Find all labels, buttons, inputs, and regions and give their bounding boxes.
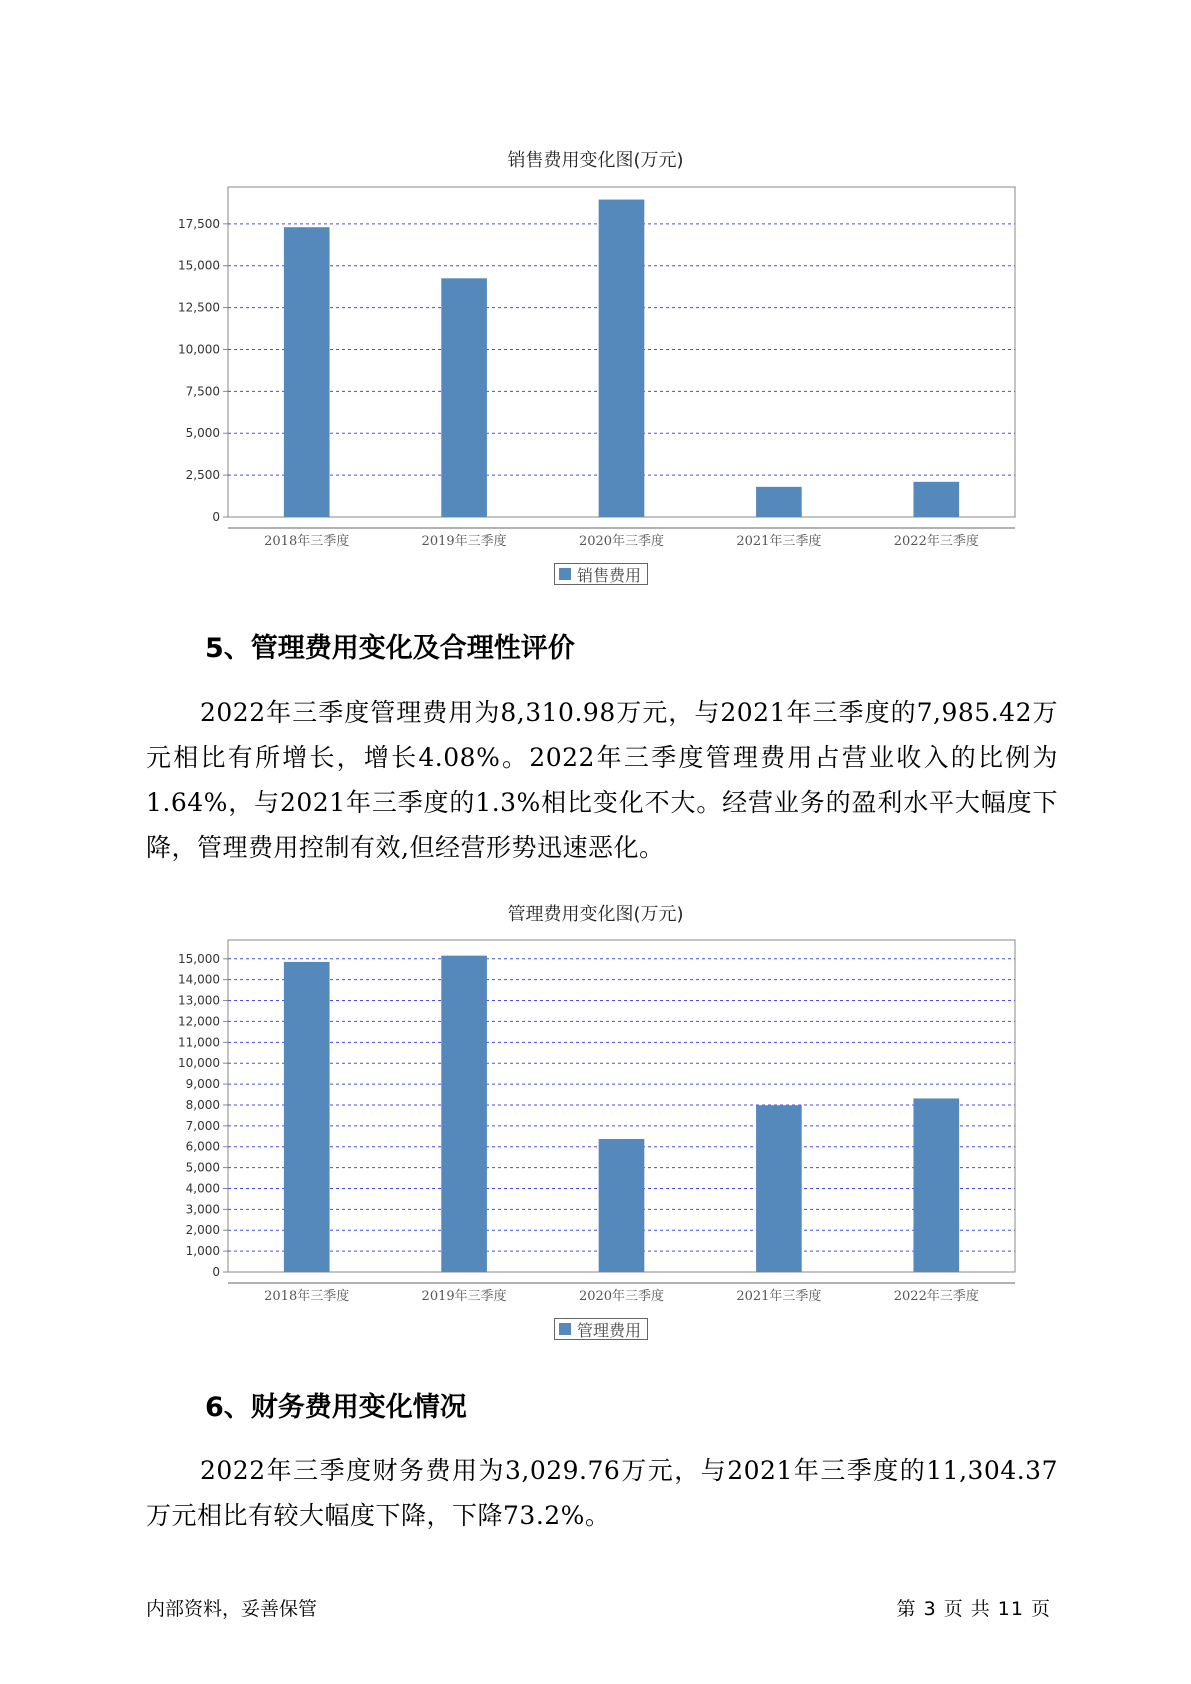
legend-label: 管理费用	[577, 1320, 642, 1340]
bar	[913, 482, 959, 517]
legend-swatch	[559, 568, 571, 580]
y-tick-label: 14,000	[178, 972, 220, 987]
x-tick-label: 2018年三季度	[264, 1289, 350, 1304]
footer-page-number: 第 3 页 共 11 页	[896, 1598, 1051, 1620]
y-tick-label: 7,000	[185, 1118, 220, 1133]
bar	[599, 200, 645, 517]
y-tick-label: 2,500	[185, 468, 220, 483]
x-tick-label: 2020年三季度	[578, 1289, 665, 1304]
y-tick-label: 0	[212, 510, 220, 524]
section-5-paragraph: 2022年三季度管理费用为8,310.98万元，与2021年三季度的7,985.42万元相比有所增长，增长4.08%。2022年三季度管理费用占营业收入的比例为1.64%，与2021年三季度的1.3%相比变化不大。经营业务的盈利水平大幅度下降，管理费用控制有效,但经营形势迅速恶化。	[146, 698, 1058, 862]
admin-expense-chart	[0, 930, 1191, 1304]
bar	[441, 956, 487, 1272]
y-tick-label: 13,000	[178, 993, 220, 1008]
legend-label: 销售费用	[577, 565, 642, 585]
y-tick-label: 6,000	[185, 1139, 220, 1154]
bar	[284, 962, 330, 1272]
footer-confidential: 内部资料，妥善保管	[146, 1598, 318, 1620]
x-tick-label: 2019年三季度	[421, 534, 507, 549]
y-tick-label: 2,000	[185, 1223, 220, 1238]
bar	[284, 227, 330, 517]
section-6-paragraph: 2022年三季度财务费用为3,029.76万元，与2021年三季度的11,304.37万元相比有较大幅度下降，下降73.2%。	[146, 1456, 1058, 1530]
bar	[599, 1139, 645, 1272]
y-tick-label: 12,000	[178, 1014, 220, 1029]
y-tick-label: 9,000	[185, 1077, 220, 1092]
y-tick-label: 5,000	[185, 426, 220, 441]
bar	[441, 278, 487, 517]
bar	[756, 1105, 802, 1272]
sales-chart-title: 销售费用变化图(万元)	[507, 150, 684, 171]
section-6-heading: 6、财务费用变化情况	[205, 1392, 467, 1423]
x-tick-label: 2022年三季度	[893, 534, 979, 549]
y-tick-label: 3,000	[185, 1202, 220, 1217]
admin-chart-legend	[554, 1318, 648, 1340]
y-tick-label: 11,000	[178, 1035, 220, 1050]
section-5-heading: 5、管理费用变化及合理性评价	[205, 633, 575, 664]
y-tick-label: 5,000	[185, 1160, 220, 1175]
y-tick-label: 7,500	[185, 384, 220, 399]
x-tick-label: 2021年三季度	[736, 534, 822, 549]
legend-swatch	[559, 1323, 571, 1335]
y-tick-label: 17,500	[178, 216, 220, 231]
y-tick-label: 8,000	[185, 1097, 220, 1112]
y-tick-label: 1,000	[185, 1244, 220, 1259]
y-tick-label: 15,000	[178, 258, 220, 273]
admin-chart-title: 管理费用变化图(万元)	[507, 904, 684, 925]
y-tick-label: 10,000	[178, 1056, 220, 1071]
x-tick-label: 2018年三季度	[264, 534, 350, 549]
y-tick-label: 15,000	[178, 951, 220, 966]
y-tick-label: 0	[212, 1265, 220, 1279]
bar	[756, 487, 802, 517]
x-tick-label: 2020年三季度	[578, 534, 665, 549]
x-tick-label: 2022年三季度	[893, 1289, 979, 1304]
y-tick-label: 10,000	[178, 342, 220, 357]
x-tick-label: 2019年三季度	[421, 1289, 507, 1304]
x-tick-label: 2021年三季度	[736, 1289, 822, 1304]
y-tick-label: 12,500	[178, 300, 220, 315]
sales-chart-legend	[554, 563, 648, 585]
bar	[913, 1098, 959, 1272]
y-tick-label: 4,000	[185, 1181, 220, 1196]
sales-expense-chart	[0, 180, 1191, 549]
